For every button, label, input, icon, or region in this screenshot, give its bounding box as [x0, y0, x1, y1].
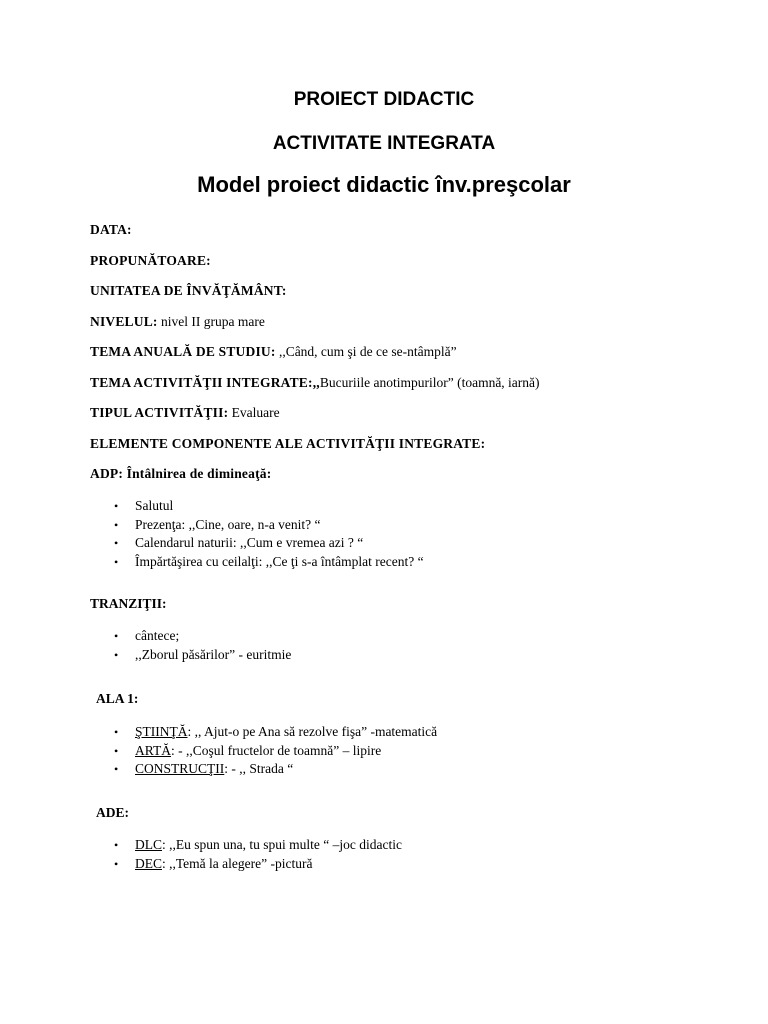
tranzitii-list	[90, 627, 291, 664]
document-subtitle: ACTIVITATE INTEGRATA	[272, 133, 496, 154]
center-name: CONSTRUCŢII	[135, 761, 225, 776]
fields-block	[90, 220, 730, 495]
bullet-icon: •	[114, 647, 119, 662]
list-item	[90, 742, 437, 761]
field-label: UNITATEA DE ÎNVĂŢĂMÂNT:	[90, 283, 287, 298]
list-item	[90, 627, 291, 646]
bullet-icon: •	[114, 838, 119, 852]
field-tema-activitatii	[90, 373, 730, 393]
list-item	[90, 553, 424, 572]
list-item-text: : ,,Temă la alegere” -pictură	[162, 855, 313, 871]
bullet-icon: •	[114, 856, 119, 871]
bullet-icon: •	[114, 554, 119, 569]
domain-name: DEC	[135, 855, 162, 871]
field-value: ,,Când, cum şi de ce se-ntâmplă”	[275, 344, 457, 359]
bullet-icon: •	[114, 725, 119, 739]
list-item	[90, 497, 424, 516]
list-item-text: Împărtăşirea cu ceilalţi: ,,Ce ţi s-a întâmplat recent? “	[135, 553, 424, 569]
document-title: PROIECT DIDACTIC	[293, 89, 475, 110]
list-item-text: ,,Zborul păsărilor” - euritmie	[135, 646, 292, 662]
field-tema-anuala	[90, 342, 730, 362]
tranzitii-heading: TRANZIŢII:	[90, 596, 167, 611]
bullet-icon: •	[114, 517, 119, 532]
list-item	[90, 760, 437, 779]
list-item	[90, 646, 291, 665]
bullet-icon: •	[114, 629, 119, 643]
field-label: NIVELUL:	[90, 313, 158, 329]
list-item-text: Prezenţa: ,,Cine, oare, n-a venit? “	[135, 516, 321, 532]
list-item-text: cântece;	[135, 628, 180, 643]
bullet-icon: •	[114, 743, 119, 758]
field-label: TEMA ACTIVITĂŢII INTEGRATE:,,	[90, 374, 320, 390]
list-item	[90, 516, 424, 535]
field-value: Evaluare	[228, 405, 280, 420]
field-label: ELEMENTE COMPONENTE ALE ACTIVITĂŢII INTEGRATE:	[90, 435, 486, 451]
list-item-text: Salutul	[135, 498, 174, 513]
bullet-icon: •	[114, 762, 119, 776]
center-name: ŞTIINŢĂ	[135, 724, 188, 739]
list-item-text: : ,, Ajut-o pe Ana să rezolve fişa” -matematică	[187, 724, 438, 739]
domain-name: DLC	[135, 837, 162, 852]
field-propunatoare	[90, 251, 730, 271]
adp-heading	[90, 464, 730, 484]
ala-heading: ALA 1:	[96, 691, 139, 706]
list-item-text: : - ,, Strada “	[224, 761, 294, 776]
list-item-text: Calendarul naturii: ,,Cum e vremea azi ? “	[135, 535, 364, 550]
adp-list	[90, 497, 424, 571]
field-nivelul	[90, 312, 730, 332]
list-item-text: : - ,,Coşul fructelor de toamnă” – lipire	[170, 742, 382, 758]
field-label: TIPUL ACTIVITĂŢII:	[90, 405, 229, 420]
bullet-icon: •	[114, 536, 119, 550]
field-unitatea	[90, 281, 730, 301]
ade-list	[90, 836, 402, 873]
field-data	[90, 220, 730, 240]
field-value: Bucuriile anotimpurilor” (toamnă, iarnă)	[319, 374, 540, 390]
field-tipul	[90, 403, 730, 423]
list-item	[90, 836, 402, 855]
list-item-text: : ,,Eu spun una, tu spui multe “ –joc didactic	[162, 837, 402, 852]
ala-list	[90, 723, 437, 779]
list-item	[90, 534, 424, 553]
ade-heading: ADE:	[96, 805, 129, 820]
field-label: PROPUNĂTOARE:	[90, 252, 211, 268]
title-block	[0, 88, 768, 198]
field-value: nivel II grupa mare	[157, 313, 265, 329]
list-item	[90, 723, 437, 742]
field-label: DATA:	[90, 222, 132, 237]
bullet-icon: •	[114, 499, 119, 513]
section-heading: ADP: Întâlnirea de dimineaţă:	[90, 466, 272, 481]
field-label: TEMA ANUALĂ DE STUDIU:	[90, 344, 276, 359]
list-item	[90, 855, 402, 874]
center-name: ARTĂ	[135, 742, 171, 758]
document-model-title: Model proiect didactic înv.preşcolar	[197, 172, 571, 197]
field-elemente	[90, 434, 730, 454]
